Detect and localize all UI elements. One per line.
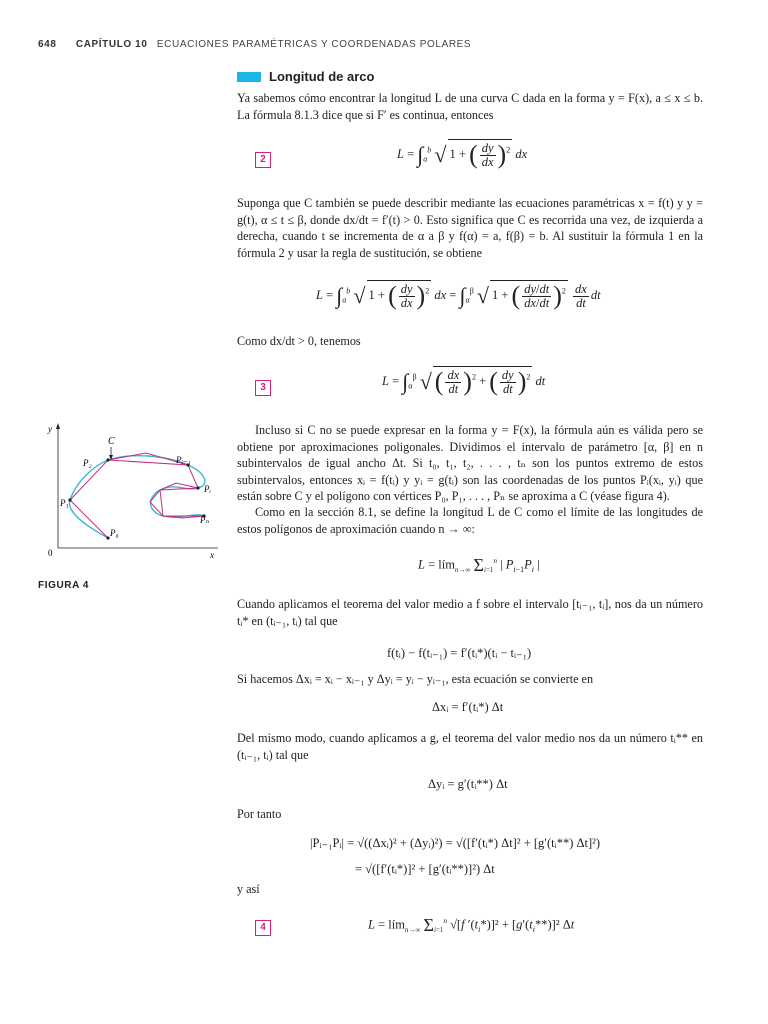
paragraph-4: Incluso si C no se puede expresar en la forma y = F(x), la fórmula aún es válida pero se obtiene por aproximaciones poligonales. Dividimos el intervalo de parámetro [α, β] en n subintervalos de igual ancho Δt. Si t₀, t₁, t₂, . . . , tₙ son los puntos extremo de estos subintervalos, entonces xᵢ = f(tᵢ) y yᵢ = g(tᵢ) son las coordenadas de los puntos Pᵢ(xᵢ, yᵢ) que están sobre C y el polígono con vértices P₀, P₁, . . . , Pₙ se aproxima a C (véase figura 4). — [237, 423, 703, 503]
paragraph-9: Por tanto — [237, 807, 282, 821]
label-pi-1: Pᵢ₋₁ — [176, 455, 191, 465]
paragraph-10: y así — [237, 882, 260, 896]
paragraph-6: Cuando aplicamos el teorema del valor medio a f sobre el intervalo [tᵢ₋₁, tᵢ], nos da un número tᵢ* en (tᵢ₋₁, tᵢ) tal que — [237, 597, 703, 628]
equation-mvt-f: f(tᵢ) − f(tᵢ₋₁) = f′(tᵢ*)(tᵢ − tᵢ₋₁) — [387, 646, 532, 660]
label-p1: P₁ — [60, 498, 69, 508]
vertex-p2 — [106, 458, 109, 461]
equation-chord-length: |Pᵢ₋₁Pᵢ| = √((Δxᵢ)² + (Δyᵢ)²) = √([f′(tᵢ*) Δt]² + [g′(tᵢ**) Δt]²) — [310, 836, 601, 850]
equation-chord-length-simplified: = √([f′(tᵢ*)]² + [g′(tᵢ**)]²) Δt — [355, 862, 495, 876]
section-title: Longitud de arco — [269, 69, 375, 84]
paragraph-2: Suponga que C también se puede describir mediante las ecuaciones paramétricas x = f(t) y y = g(t), α ≤ t ≤ β, donde dx/dt = f′(t) > 0. Esto significa que C es recorrida una vez, de izquierda a derecha, cuando t se incrementa de α a β y f(α) = a, f(β) = b. Al sustituir la fórmula 1 en la fórmula 2 y usar la regla de sustitución, se obtiene — [237, 196, 703, 260]
y-axis-label: y — [48, 424, 52, 434]
paragraph-8: Del mismo modo, cuando aplicamos a g, el teorema del valor medio nos da un número tᵢ** en (tᵢ₋₁, tᵢ) tal que — [237, 731, 703, 762]
origin-label: 0 — [48, 548, 53, 558]
figure-4-diagram — [38, 420, 228, 570]
label-p2: P₂ — [83, 458, 92, 468]
equation-3: $L = \int_\alpha^\beta$ √ ( $\frac{dx}{dt}$ )$^2$ + ( $\frac{dy}{dt}$ )$^2$ dt — [382, 367, 546, 396]
equation-2: $L = \int_a^b$ √ 1 + ( $\frac{dy}{dx}$ )$^2$ dx — [397, 140, 528, 169]
label-p0: P₀ — [110, 528, 119, 538]
equation-delta-x: Δxᵢ = f′(tᵢ*) Δt — [432, 700, 504, 714]
label-pn: Pₙ — [200, 515, 210, 525]
equation-number-3: 3 — [255, 380, 271, 396]
equation-number-2: 2 — [255, 152, 271, 168]
equation-number-4: 4 — [255, 920, 271, 936]
x-axis-label: x — [210, 550, 214, 560]
label-pi: Pᵢ — [204, 484, 211, 494]
paragraph-3: Como dx/dt > 0, tenemos — [237, 334, 361, 348]
paragraph-5: Como en la sección 8.1, se define la longitud L de C como el límite de las longitudes de estos polígonos de aproximación cuando n → ∞: — [237, 505, 703, 536]
figure-caption: FIGURA 4 — [38, 580, 90, 591]
running-header — [38, 39, 471, 50]
equation-4: L = lím$_{n\to\infty}$ $\Sigma_{i=1}^n$ √[f $'(t_i*)]^2 + [g'(t_i**)]^2$ Δt — [368, 915, 575, 935]
equation-limit-polygon: L = lím$_{n\to\infty}$ $\Sigma_{i=1}^n$ | $P_{i-1}P_i$ | — [418, 555, 540, 575]
vertex-p1 — [68, 498, 71, 501]
y-axis-arrow — [56, 423, 60, 429]
paragraph-7: Si hacemos Δxᵢ = xᵢ − xᵢ₋₁ y Δyᵢ = yᵢ − yᵢ₋₁, esta ecuación se convierte en — [237, 672, 594, 686]
equation-substitution: $L = \int_a^b$ √ 1 + ( $\frac{dy}{dx}$ )$^2$ dx = $\int_\alpha^\beta$ √ 1 + ( $\frac{dy/dt}{dx/dt}$ )$^2$ $\frac{dx}{dt}$ dt — [316, 281, 601, 310]
curve-label: C — [108, 436, 115, 447]
curve-c — [69, 456, 204, 538]
vertex-pi — [196, 486, 199, 489]
equation-delta-y: Δyᵢ = g′(tᵢ**) Δt — [428, 777, 508, 791]
page-number: 648 — [38, 39, 57, 50]
chapter-label: CAPÍTULO 10 — [75, 39, 148, 50]
paragraph-1: Ya sabemos cómo encontrar la longitud L de una curva C dada en la forma y = F(x), a ≤ x ≤ b. La fórmula 8.1.3 dice que si F′ es continua, entonces — [237, 91, 703, 122]
section-heading — [237, 69, 374, 84]
chapter-title: ECUACIONES PARAMÉTRICAS Y COORDENADAS POLARES — [156, 39, 472, 50]
section-accent-bar — [237, 72, 261, 82]
